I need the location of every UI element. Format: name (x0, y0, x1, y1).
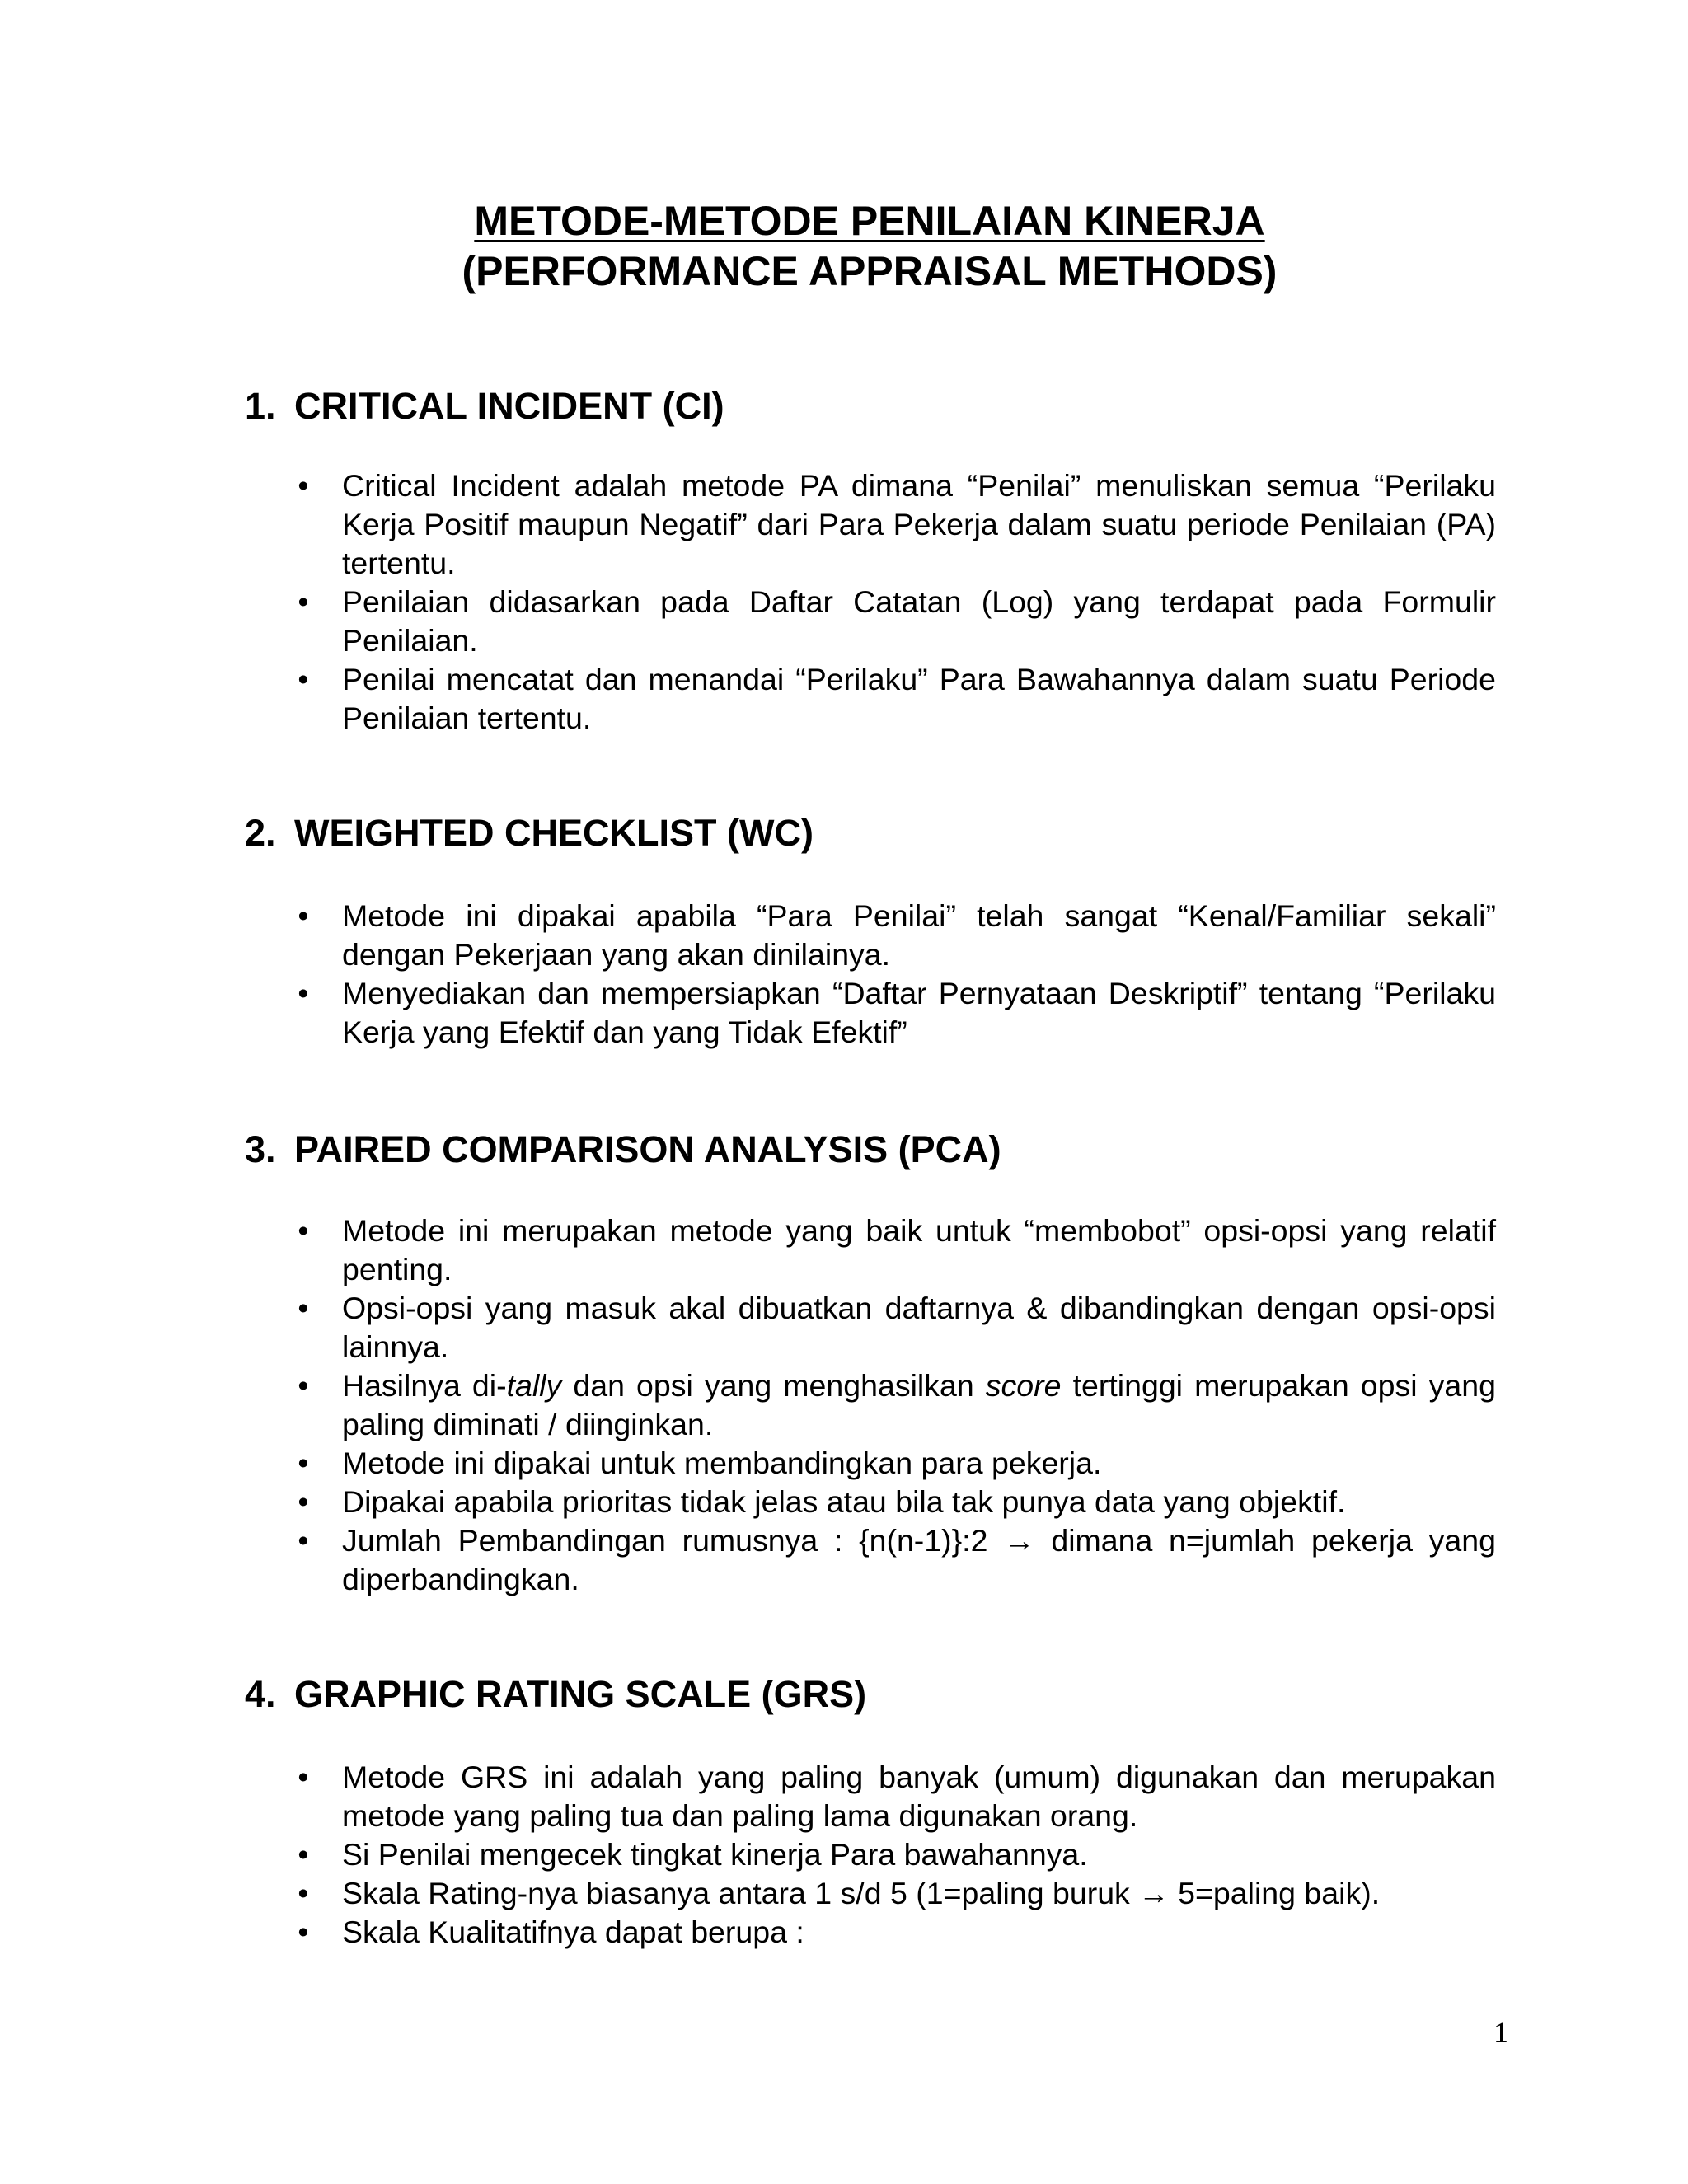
bullet-list-weighted-checklist (295, 897, 1496, 1052)
list-item (295, 1212, 1496, 1289)
list-item (295, 660, 1496, 738)
section-title: GRAPHIC RATING SCALE (GRS) (294, 1673, 867, 1715)
section-number: 4. (245, 1673, 276, 1715)
bullet-icon: • (298, 662, 309, 696)
list-item-text: Metode ini merupakan metode yang baik untuk “membobot” opsi-opsi yang relatif penting. (342, 1213, 1496, 1286)
bullet-icon: • (298, 468, 309, 503)
bullet-icon: • (298, 1876, 309, 1910)
text-fragment: tertinggi merupakan opsi yang paling diminati / diinginkan. (342, 1368, 1496, 1441)
list-item-text: Opsi-opsi yang masuk akal dibuatkan daftarnya & dibandingkan dengan opsi-opsi lainnya. (342, 1291, 1496, 1364)
list-item-text: Penilaian didasarkan pada Daftar Catatan (Log) yang terdapat pada Formulir Penilaian. (342, 584, 1496, 658)
bullet-list-critical-incident (295, 466, 1496, 738)
list-item (295, 1289, 1496, 1366)
section-title: WEIGHTED CHECKLIST (WC) (294, 812, 814, 854)
list-item (295, 1874, 1496, 1913)
list-item (295, 897, 1496, 974)
section-heading-paired-comparison (245, 1127, 1001, 1172)
list-item (295, 974, 1496, 1052)
bullet-list-paired-comparison (295, 1212, 1496, 1599)
bullet-icon: • (298, 584, 309, 619)
bullet-icon: • (298, 1446, 309, 1480)
bullet-icon: • (298, 898, 309, 933)
bullet-icon: • (298, 1915, 309, 1949)
page-number: 1 (1493, 2016, 1508, 2049)
bullet-icon: • (298, 976, 309, 1010)
section-title: PAIRED COMPARISON ANALYSIS (PCA) (294, 1128, 1001, 1170)
list-item-text: Metode ini dipakai apabila “Para Penilai” telah sangat “Kenal/Familiar sekali” dengan Pekerjaan yang akan dinilainya. (342, 898, 1496, 972)
bullet-icon: • (298, 1291, 309, 1325)
list-item (295, 1521, 1496, 1599)
text-fragment: Hasilnya di- (342, 1368, 507, 1403)
list-item (295, 1483, 1496, 1521)
section-title: CRITICAL INCIDENT (CI) (294, 385, 724, 427)
list-item (295, 1758, 1496, 1835)
section-heading-critical-incident (245, 384, 724, 429)
emphasis-score: score (985, 1368, 1062, 1403)
bullet-list-graphic-rating-scale (295, 1758, 1496, 1952)
list-item-text: Jumlah Pembandingan rumusnya : {n(n-1)}:2 → dimana n=jumlah pekerja yang diperbandingkan. (342, 1523, 1496, 1596)
list-item-text: Skala Rating-nya biasanya antara 1 s/d 5 (1=paling buruk → 5=paling baik). (342, 1876, 1381, 1910)
bullet-icon: • (298, 1368, 309, 1403)
title-line-2: (PERFORMANCE APPRAISAL METHODS) (462, 248, 1278, 294)
list-item-text: Si Penilai mengecek tingkat kinerja Para bawahannya. (342, 1837, 1088, 1872)
list-item (295, 1835, 1496, 1874)
section-number: 3. (245, 1128, 276, 1170)
list-item-text (342, 1368, 1496, 1441)
list-item-text: Skala Kualitatifnya dapat berupa : (342, 1915, 804, 1949)
list-item (295, 1913, 1496, 1952)
list-item (295, 1444, 1496, 1483)
document-title (0, 196, 1688, 297)
list-item (295, 583, 1496, 660)
list-item-text: Metode GRS ini adalah yang paling banyak (umum) digunakan dan merupakan metode yang paling tua dan paling lama digunakan orang. (342, 1760, 1496, 1833)
bullet-icon: • (298, 1213, 309, 1248)
list-item-text: Menyediakan dan mempersiapkan “Daftar Pernyataan Deskriptif” tentang “Perilaku Kerja yang Efektif dan yang Tidak Efektif” (342, 976, 1496, 1049)
text-fragment: dan opsi yang menghasilkan (561, 1368, 986, 1403)
emphasis-tally: tally (506, 1368, 562, 1403)
section-number: 2. (245, 812, 276, 854)
title-line-1: METODE-METODE PENILAIAN KINERJA (474, 198, 1265, 244)
section-number: 1. (245, 385, 276, 427)
bullet-icon: • (298, 1523, 309, 1558)
section-heading-graphic-rating-scale (245, 1672, 866, 1717)
list-item-text: Metode ini dipakai untuk membandingkan para pekerja. (342, 1446, 1102, 1480)
bullet-icon: • (298, 1484, 309, 1519)
list-item-text: Dipakai apabila prioritas tidak jelas atau bila tak punya data yang objektif. (342, 1484, 1346, 1519)
list-item-text: Penilai mencatat dan menandai “Perilaku” Para Bawahannya dalam suatu Periode Penilaian tertentu. (342, 662, 1496, 735)
bullet-icon: • (298, 1837, 309, 1872)
list-item (295, 466, 1496, 583)
section-heading-weighted-checklist (245, 811, 814, 855)
list-item (295, 1366, 1496, 1444)
list-item-text: Critical Incident adalah metode PA dimana “Penilai” menuliskan semua “Perilaku Kerja Positif maupun Negatif” dari Para Pekerja dalam suatu periode Penilaian (PA) tertentu. (342, 468, 1496, 580)
bullet-icon: • (298, 1760, 309, 1794)
